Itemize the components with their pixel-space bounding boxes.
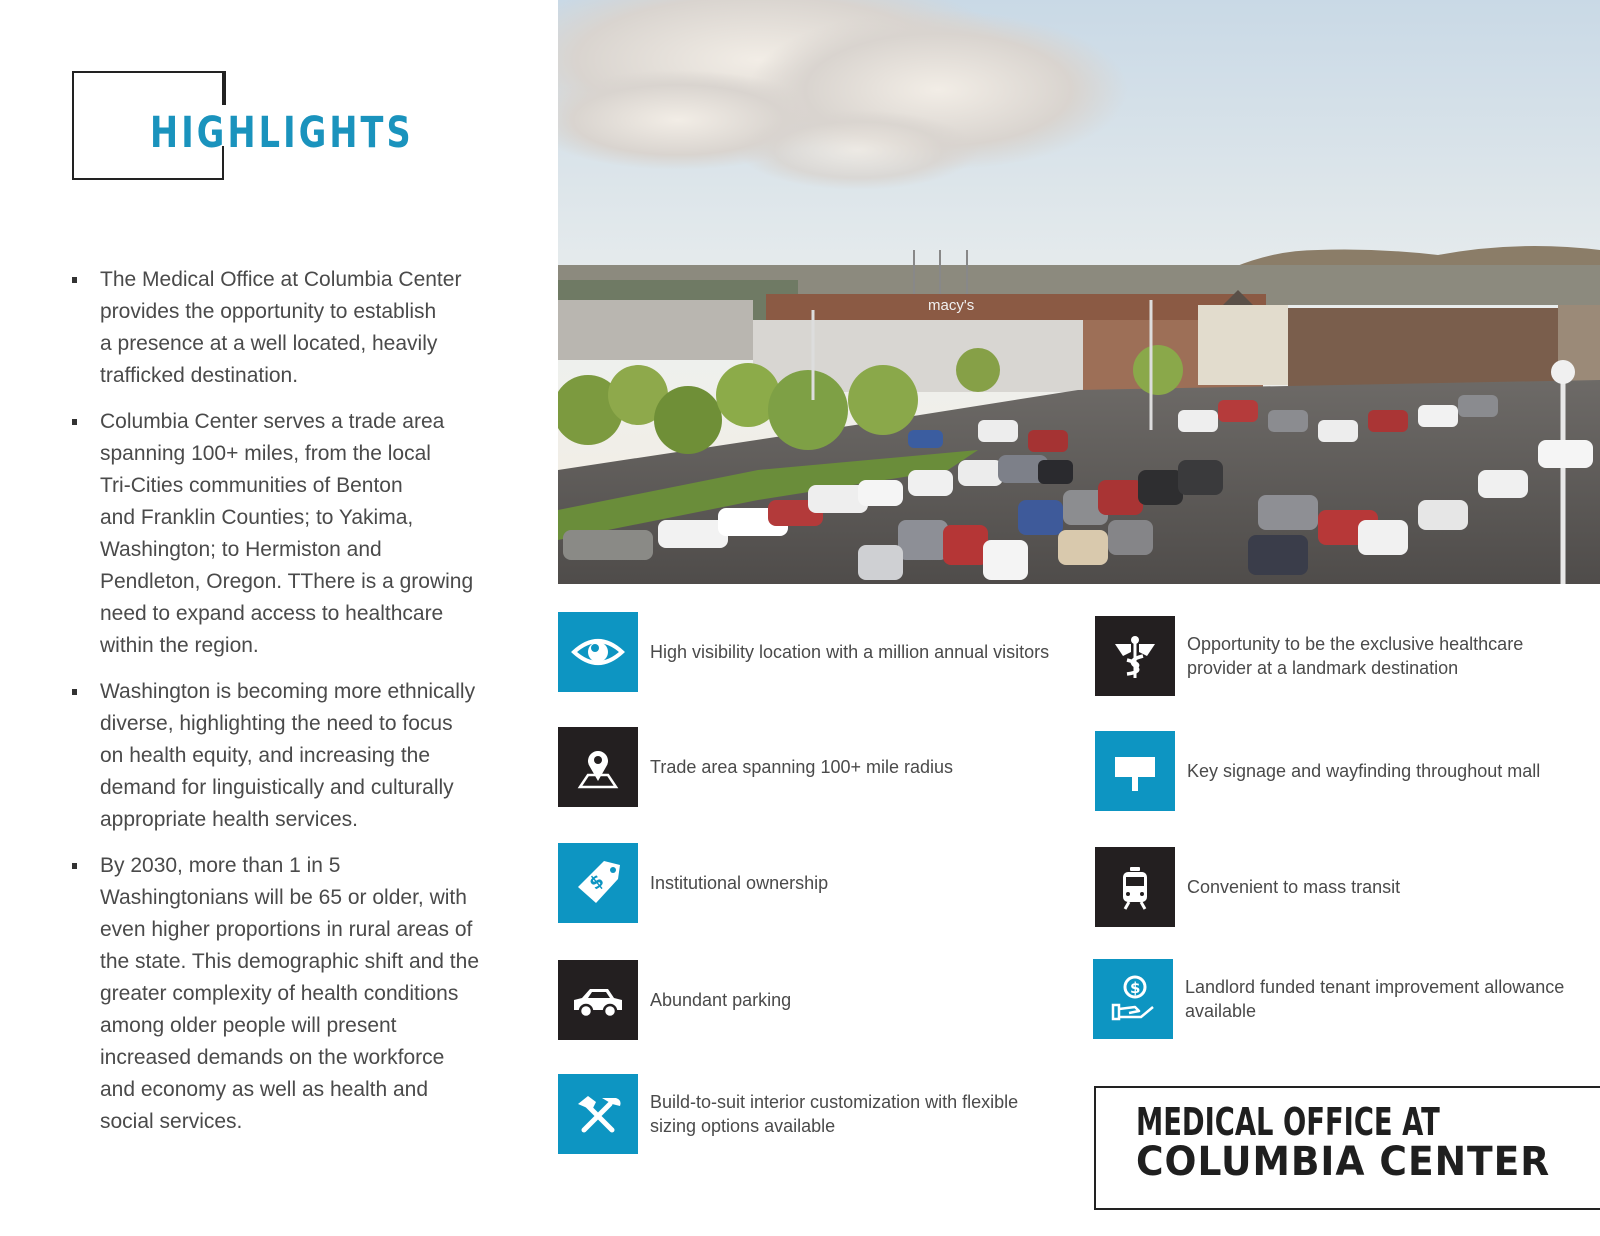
bullet-text: Columbia Center serves a trade area spanning 100+ miles, from the local Tri-Cities communities of Benton and Franklin Counties; to Yakima, Washington; to Hermiston and Pendleton, Oregon. TThere is a growing need to expand access to healthcare within the region. [100,410,474,657]
feature-item [1095,616,1577,696]
tools-icon [568,1084,628,1144]
feature-text: Institutional ownership [650,873,829,893]
feature-item [558,612,1050,692]
bullet-marker [72,863,77,869]
highlights-list [72,264,482,1152]
bullet-item [72,264,482,392]
bullet-text: The Medical Office at Columbia Center provides the opportunity to establish a presence at a well located, heavily trafficked destination. [100,268,462,387]
feature-item [558,1074,1050,1154]
bullet-text: By 2030, more than 1 in 5 Washingtonians will be 65 or older, with even higher proportions in rural areas of the state. This demographic shift and the greater complexity of health conditions among older people will present increased demands on the workforce and economy as well as health and social services. [100,854,480,1133]
heading-frame-edge [222,71,224,105]
bullet-item [72,850,482,1138]
svg-text:$: $ [585,870,609,895]
price-tag-icon [568,853,628,913]
feature-text: Build-to-suit interior customization with flexible sizing options available [650,1092,1019,1136]
mall-parking-lot-image [558,0,1600,584]
macys-sign: macy's [928,297,975,314]
svg-text:$: $ [1130,979,1141,997]
map-pin-icon [568,737,628,797]
mall-photo [558,0,1600,584]
page-title: HIGHLIGHTS [150,108,414,158]
train-icon [1105,857,1165,917]
feature-icon-tile [558,612,638,692]
feature-item [1095,731,1577,811]
feature-icon-tile [1093,959,1173,1039]
caduceus-icon [1105,626,1165,686]
feature-icon-tile [558,960,638,1040]
feature-text: High visibility location with a million annual visitors [650,642,1050,662]
feature-item [558,727,1050,807]
feature-text: Trade area spanning 100+ mile radius [650,757,954,777]
bullet-marker [72,419,77,425]
signboard-icon [1105,741,1165,801]
feature-text: Convenient to mass transit [1187,877,1401,897]
property-title-box [1094,1086,1600,1210]
feature-item [1095,847,1577,927]
feature-text: Key signage and wayfinding throughout mall [1187,761,1541,781]
feature-icon-tile [1095,616,1175,696]
feature-icon-tile [558,727,638,807]
feature-icon-tile [1095,731,1175,811]
bullet-marker [72,277,77,283]
feature-text: Opportunity to be the exclusive healthcare provider at a landmark destination [1187,634,1524,678]
feature-item [558,960,1050,1040]
car-icon [568,970,628,1030]
eye-icon [568,622,628,682]
feature-item [1093,959,1575,1039]
property-title-line1: MEDICAL OFFICE AT [1136,1100,1440,1144]
feature-icon-tile [1095,847,1175,927]
money-hand-icon [1103,969,1163,1029]
bullet-item [72,406,482,662]
bullet-marker [72,689,77,695]
feature-text: Landlord funded tenant improvement allowance available [1185,977,1565,1021]
feature-item [558,843,1050,923]
bullet-item [72,676,482,836]
feature-icon-tile [558,1074,638,1154]
property-title-line2: COLUMBIA CENTER [1136,1139,1551,1185]
bullet-text: Washington is becoming more ethnically diverse, highlighting the need to focus on health equity, and increasing the demand for linguistically and culturally appropriate health services. [100,680,476,831]
feature-icon-tile [558,843,638,923]
feature-text: Abundant parking [650,990,792,1010]
